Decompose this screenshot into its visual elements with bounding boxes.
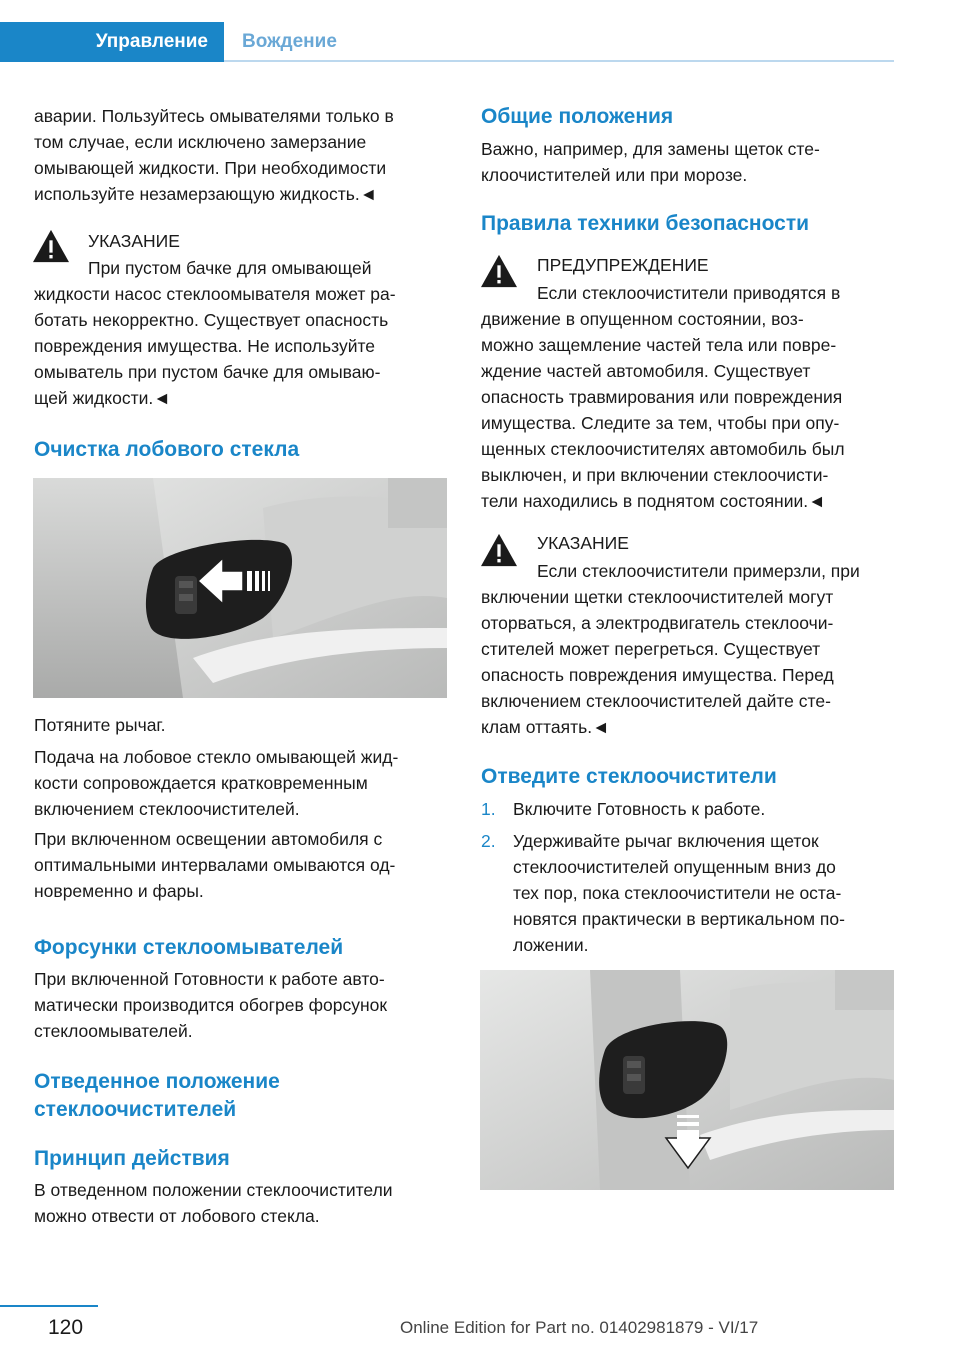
left-para-3: При включенном освещении автомобиля с оптимальными интервалами омываются од- новременно и фары. <box>34 829 396 901</box>
lever-photo-pull <box>33 478 447 698</box>
note2-title: УКАЗАНИЕ <box>537 533 629 553</box>
page-number: 120 <box>48 1316 84 1339</box>
warning-triangle-icon <box>480 253 518 289</box>
left-para-4: При включенной Готовности к работе авто- матически производится обогрев форсунок стеклоомывателей. <box>34 969 388 1041</box>
footer-edition: Online Edition for Part no. 01402981879 - VI/17 <box>400 1318 759 1337</box>
left-para-2: Подача на лобовое стекло омывающей жид- кости сопровождается кратковременным включением стеклоочистителей. <box>34 747 399 819</box>
header-tab-active[interactable]: Управление <box>0 22 224 62</box>
warning-triangle-icon <box>32 228 70 264</box>
heading-windshield-clean: Очистка лобового стекла <box>34 438 300 461</box>
pull-lever-text: Потяните рычаг. <box>34 715 166 735</box>
note2-text: включении щетки стеклоочистителей могут оторваться, а электродвигатель стеклоочи- стителей может перегреться. Существует опасность повреждения имущества. Перед включением стеклоочистителей дайте сте- клам оттаять.◄ <box>481 587 834 737</box>
warning-text: движение в опущенном состоянии, воз- можно защемление частей тела или повре- ждение частей автомобиля. Существует опасность травмирования или повреждения имущества. Следите за тем, чтобы при опу- щенных стеклоочистителях автомобиль был выключен, и при включении стеклоочисти- тели находились в поднятом состоянии.◄ <box>481 309 845 511</box>
note2-line-first: Если стеклоочистители примерзли, при <box>537 561 860 581</box>
lever-photo-push-down <box>480 970 894 1190</box>
note-line-first: При пустом бачке для омывающей <box>88 258 372 278</box>
steps-list <box>481 796 901 958</box>
right-para-1: Важно, например, для замены щеток сте- клоочистителей или при морозе. <box>481 139 820 185</box>
warning-triangle-icon <box>480 532 518 568</box>
left-para-5: В отведенном положении стеклоочистители можно отвести от лобового стекла. <box>34 1180 393 1226</box>
header-rule <box>224 60 894 62</box>
list-item: 2. Удерживайте рычаг включения щеток стеклоочистителей опущенным вниз до тех пор, пока стеклоочистители не оста- новятся практически в вертикальном по- ложении. <box>481 831 845 955</box>
footer-rule <box>0 1305 98 1307</box>
left-para-1: аварии. Пользуйтесь омывателями только в том случае, если исключено замерзание омывающей жидкости. При необходимости используйте незамерзающую жидкость.◄ <box>34 106 394 204</box>
heading-general: Общие положения <box>481 105 674 128</box>
heading-folded-position: Отведенное положение стеклоочистителей <box>34 1070 280 1121</box>
heading-fold-wipers: Отведите стеклоочистители <box>481 765 777 788</box>
warning-line-first: Если стеклоочистители приводятся в <box>537 283 841 303</box>
note-text: жидкости насос стеклоомывателя может ра- ботать некорректно. Существует опасность повреждения имущества. Не используйте омыватель при пустом бачке для омываю- щей жидкости.◄ <box>34 284 396 408</box>
list-item: 1. Включите Готовность к работе. <box>481 799 766 819</box>
heading-safety: Правила техники безопасности <box>481 212 810 235</box>
heading-principle: Принцип действия <box>34 1147 230 1170</box>
warning-title: ПРЕДУПРЕЖДЕНИЕ <box>537 255 709 275</box>
header-tab-inactive[interactable]: Вождение <box>242 31 337 52</box>
heading-nozzles: Форсунки стеклоомывателей <box>34 936 344 959</box>
note-title: УКАЗАНИЕ <box>88 231 180 251</box>
